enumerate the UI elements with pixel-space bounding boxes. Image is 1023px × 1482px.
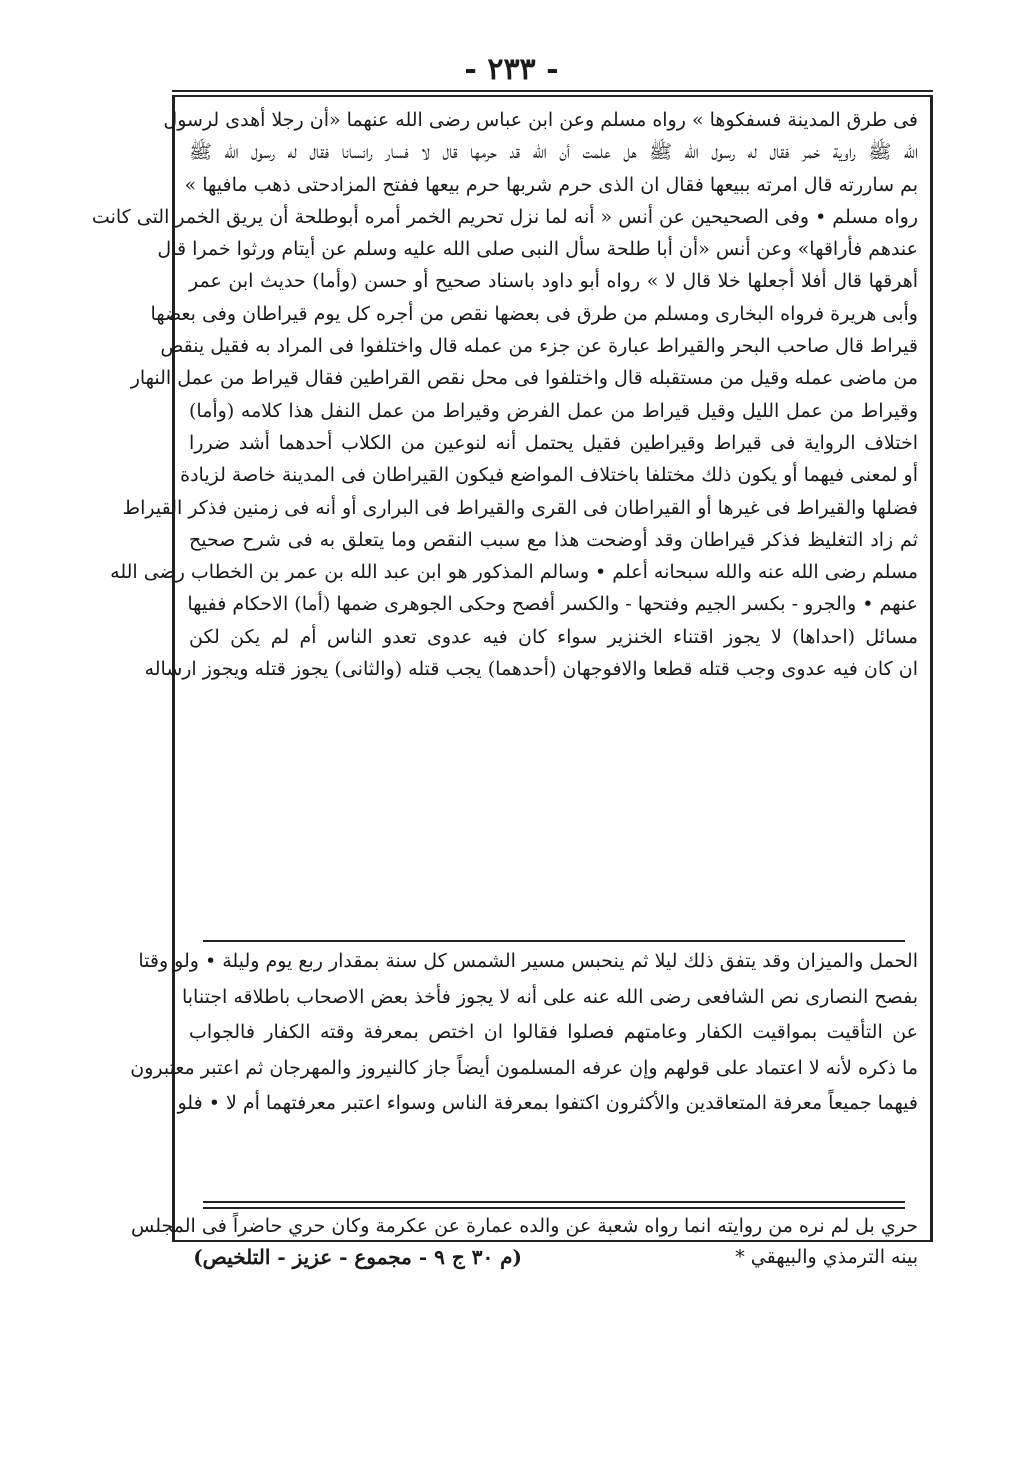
main-text-line: وأبى هريرة فرواه البخارى ومسلم من طرق فى بعضها نقص من أجره كل يوم قيراطان وفى بعضها <box>150 302 918 325</box>
main-text-line: أو لمعنى فيهما أو يكون ذلك مختلفا باختلاف المواضع فيكون القيراطان فى المدينة خاصة لزيادة <box>180 464 918 487</box>
main-text-line: مسائل (احداها) لا يجوز اقتناء الخنزير سواء كان فيه عدوى تعدو الناس أم لم يكن لكن <box>189 625 918 648</box>
main-text-line: قيراط قال صاحب البحر والقيراط عبارة عن جزء من عمله قال واختلفوا فى المراد به فقيل ينقص <box>160 335 918 358</box>
main-text-line: وقيراط من عمل الليل وقيل قيراط من عمل الفرض وقيراط من عمل النفل هذا كلامه (وأما) <box>189 399 918 422</box>
commentary-line: فيهما جميعاً معرفة المتعاقدين والأكثرون اكتفوا بمعرفة الناس وسواء اعتبر معرفتهما أم لا • فلو <box>177 1092 918 1115</box>
commentary-block <box>130 950 930 1130</box>
main-text-line: عنهم • والجرو - بكسر الجيم وفتحها - والكسر أفصح وحكى الجوهرى ضمها (أما) الاحكام ففيها <box>187 593 918 616</box>
main-text-line: اختلاف الرواية فى قيراط وقيراطين فقيل يحتمل أنه لنوعين من الكلاب أحدهما أشد ضررا <box>189 431 918 454</box>
frame-top-rule <box>172 90 933 92</box>
main-text-line: الله ﷺ راوية خمر فقال له رسول الله ﷺ هل علمت أن الله قد حرمها قال لا فسار رانسانا فقال له رسول الله ﷺ <box>189 141 918 164</box>
footnote-line: حري بل لم نره من روايته انما رواه شعبة عن والده عمارة عن عكرمة وكان حري حاضراً فى المجلس <box>131 1215 918 1237</box>
main-text-line: ثم زاد التغليظ فذكر قيراطان وقد أوضحت هذا مع سبب النقص وما يتعلق به فى شرح صحيح <box>189 528 918 551</box>
main-text-line: فضلها والقيراط فى غيرها أو القيراطان فى القرى والقيراط فى البرارى أو أنه فى زمنين فذكر القيراط <box>122 496 918 519</box>
page-number: - ٢٣٣ - <box>464 52 559 87</box>
main-text-line: أهرقها قال أفلا أجعلها خلا قال لا » رواه أبو داود باسناد صحيح أو حسن (وأما) حديث ابن عمر <box>189 270 918 293</box>
footnote-line: بينه الترمذي والبيهقي * <box>735 1246 918 1268</box>
commentary-line: ما ذكره لأنه لا اعتماد على قولهم وإن عرفه المسلمون أيضاً جاز كالنيروز والمهرجان ثم اعتبر معتبرون <box>130 1056 918 1079</box>
main-text-line: بم ساررته قال امرته ببيعها فقال ان الذى حرم شربها حرم بيعها ففتح المزادحتى ذهب مافيها » <box>184 173 918 196</box>
main-text-line: عندهم فأراقها» وعن أنس «أن أبا طلحة سأل النبى صلى الله عليه وسلم عن أيتام ورثوا خمرا قال <box>157 238 918 261</box>
commentary-line: الحمل والميزان وقد يتفق ذلك ليلا ثم ينحبس مسير الشمس كل سنة بمقدار ربع يوم وليلة • ولو وقتا <box>138 950 918 972</box>
main-text-line: رواه مسلم • وفى الصحيحين عن أنس « أنه لما نزل تحريم الخمر أمره أبوطلحة أن يريق الخمر التى كانت <box>91 205 918 228</box>
main-text-line: مسلم رضى الله عنه والله سبحانه أعلم • وسالم المذكور هو ابن عبد الله بن عمر بن الخطاب رضى الله <box>110 561 918 584</box>
main-text-line: من ماضى عمله وقيل من مستقبله قال واختلفوا فى محل نقص القراطين فقال قيراط من عمل النهار <box>130 367 918 390</box>
printer-signature: (م ٣٠ ج ٩ - مجموع - عزيز - التلخيص) <box>193 1245 522 1269</box>
main-text-line: فى طرق المدينة فسفكوها » رواه مسلم وعن ابن عباس رضى الله عنهما «أن رجلا أهدى لرسول <box>163 109 918 131</box>
commentary-line: عن التأقيت بمواقيت الكفار وعامتهم فصلوا فقالوا ان اختص بمعرفة وقته الكفار فالجواب <box>189 1021 918 1044</box>
footnote-divider <box>203 1201 905 1209</box>
main-text-block <box>91 109 930 692</box>
main-text-line: ان كان فيه عدوى وجب قتله قطعا والافوجهان (أحدهما) يجب قتله (والثانى) يجوز قتله ويجوز ارساله <box>144 658 918 681</box>
commentary-line: بفصح النصارى نص الشافعى رضى الله عنه على أنه لا يجوز فأخذ بعض الاصحاب باطلاقه اجتنابا <box>181 985 918 1008</box>
section-divider <box>203 940 905 942</box>
